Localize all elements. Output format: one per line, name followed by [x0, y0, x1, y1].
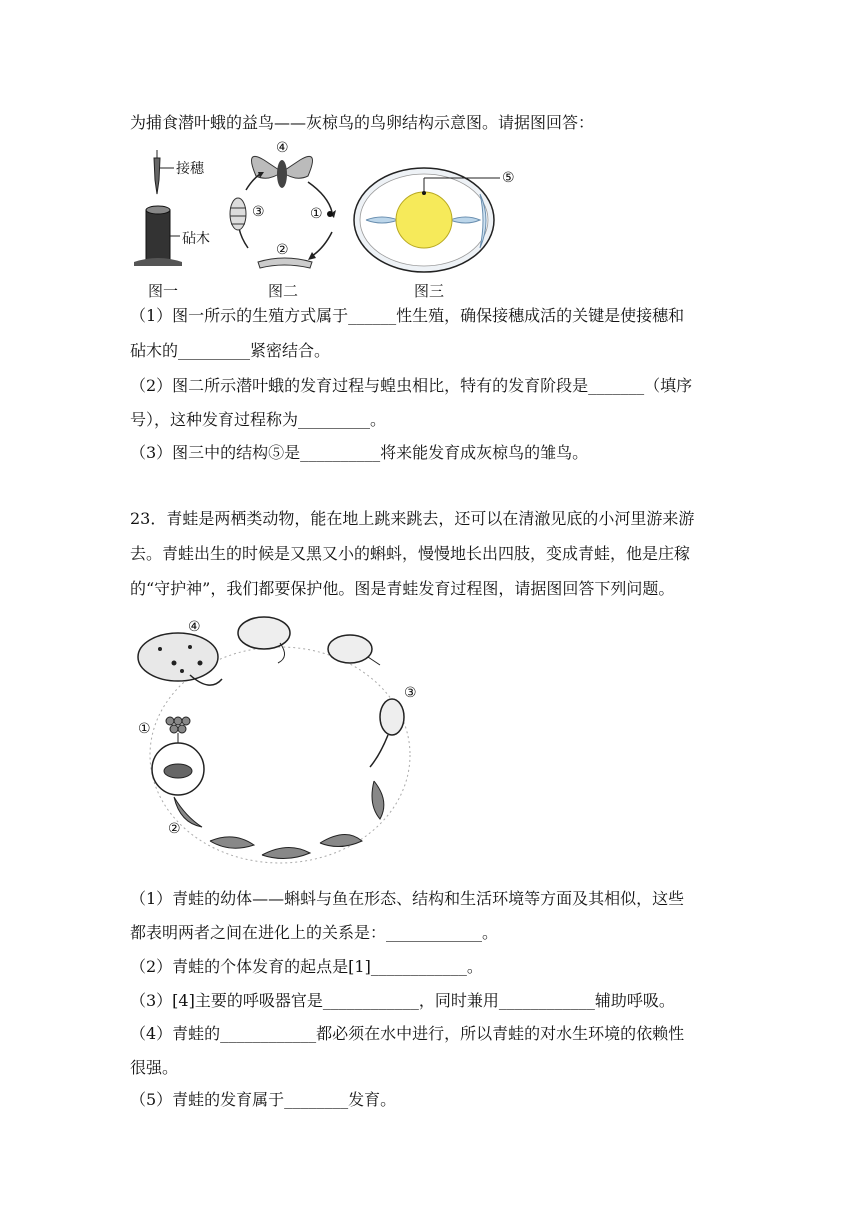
- intro-text: 为捕食潜叶蛾的益鸟——灰椋鸟的鸟卵结构示意图。请据图回答：: [130, 113, 595, 132]
- q23-line-2: 都表明两者之间在进化上的关系是：____________。: [130, 923, 499, 942]
- q23-text-2: 去。青蛙出生的时候是又黑又小的蝌蚪，慢慢地长出四肢，变成青蛙，他是庄稼: [130, 544, 691, 563]
- q23-line-1: （1）青蛙的幼体——蝌蚪与鱼在形态、结构和生活环境等方面及其相似，这些: [130, 889, 685, 908]
- label-1: ①: [310, 206, 323, 222]
- label-4: ④: [276, 140, 289, 156]
- q22-line-5: （3）图三中的结构⑤是__________将来能发育成灰椋鸟的雏鸟。: [130, 443, 589, 462]
- frog-label-4: ④: [188, 619, 201, 635]
- figure1-caption: 图一: [148, 282, 179, 300]
- figure-egg-structure: [352, 164, 522, 274]
- frog-label-1: ①: [138, 721, 151, 737]
- figure-frog-development: [130, 605, 430, 867]
- q23-line-5: （4）青蛙的____________都必须在水中进行，所以青蛙的对水生环境的依赖性: [130, 1024, 685, 1043]
- frog-label-2: ②: [168, 821, 181, 837]
- q23-text-3: 的“守护神”，我们都要保护他。图是青蛙发育过程图，请据图回答下列问题。: [130, 579, 675, 598]
- figure3-caption: 图三: [414, 282, 445, 300]
- stock-label: 砧木: [182, 231, 210, 247]
- q23-text-1: 23．青蛙是两栖类动物，能在地上跳来跳去，还可以在清澈见底的小河里游来游: [130, 509, 695, 528]
- q23-line-4: （3）[4]主要的呼吸器官是____________，同时兼用____________辅助呼吸。: [130, 991, 675, 1010]
- scion-label: 接穗: [176, 161, 204, 177]
- frog-label-3: ③: [404, 685, 417, 701]
- q23-line-6: 很强。: [130, 1058, 179, 1077]
- egg-illustration: [352, 164, 522, 274]
- q23-line-7: （5）青蛙的发育属于________发育。: [130, 1090, 397, 1109]
- q22-line-3: （2）图二所示潜叶蛾的发育过程与蝗虫相比，特有的发育阶段是_______（填序: [130, 376, 693, 395]
- q22-line-4: 号），这种发育过程称为_________。: [130, 410, 387, 429]
- figure-moth-cycle: [224, 138, 350, 278]
- figure-grafting: [130, 150, 230, 275]
- q22-line-2: 砧木的_________紧密结合。: [130, 341, 331, 360]
- q23-line-3: （2）青蛙的个体发育的起点是[1]____________。: [130, 957, 483, 976]
- label-5: ⑤: [502, 170, 515, 186]
- label-3: ③: [252, 204, 265, 220]
- label-2: ②: [276, 242, 289, 258]
- figure2-caption: 图二: [268, 282, 299, 300]
- q22-line-1: （1）图一所示的生殖方式属于______性生殖，确保接穗成活的关键是使接穗和: [130, 306, 685, 325]
